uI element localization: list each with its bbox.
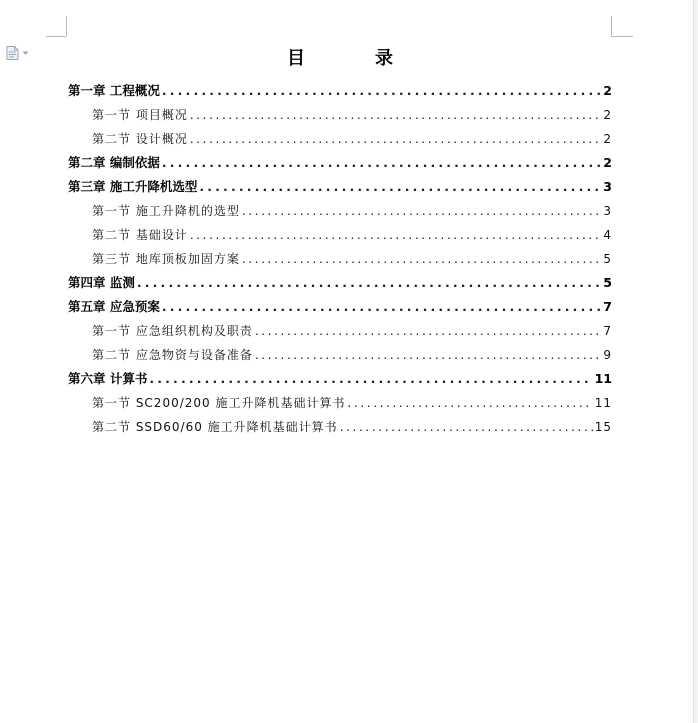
toc-chapter-entry[interactable] [68, 151, 612, 175]
toc-chapter-entry[interactable] [68, 367, 612, 391]
toc-dot-leader [137, 271, 600, 295]
toc-page-number: 11 [594, 371, 612, 386]
toc-entry-label: 第二节 设计概况 [92, 132, 188, 146]
crop-mark-top-right [611, 16, 612, 36]
toc-dot-leader [242, 247, 600, 271]
toc-dot-leader [149, 367, 592, 391]
page-edge-scrollbar [693, 0, 698, 723]
toc-page-number: 15 [594, 420, 612, 434]
toc-section-entry[interactable] [68, 103, 612, 127]
toc-entry-label: 第一节 项目概况 [92, 108, 188, 122]
toc-section-entry[interactable] [68, 391, 612, 415]
toc-dot-leader [190, 103, 600, 127]
toc-entry-label: 第三章 施工升降机选型 [68, 179, 198, 194]
toc-title: 目 录 [287, 48, 419, 69]
toc-page-number: 7 [603, 299, 612, 314]
toc-entry-label: 第二节 应急物资与设备准备 [92, 348, 253, 362]
toc-page-number: 3 [603, 179, 612, 194]
toc-entry-label: 第五章 应急预案 [68, 299, 160, 314]
crop-mark-top-right [611, 36, 633, 37]
toc-dot-leader [190, 127, 600, 151]
toc-section-entry[interactable] [68, 319, 612, 343]
toc-page-number: 3 [603, 204, 612, 218]
toc-entry-label: 第二章 编制依据 [68, 155, 160, 170]
toc-entry-label: 第二节 基础设计 [92, 228, 188, 242]
toc-entry-label: 第一节 应急组织机构及职责 [92, 324, 253, 338]
toc-page-number: 2 [603, 83, 612, 98]
toc-page-number: 2 [603, 108, 612, 122]
toc-page-number: 4 [603, 228, 612, 242]
toc-dot-leader [340, 415, 593, 439]
toc-dot-leader [190, 223, 600, 247]
toc-chapter-entry[interactable] [68, 271, 612, 295]
toc-page-number: 2 [603, 155, 612, 170]
toc-page-number: 9 [603, 348, 612, 362]
table-of-contents [68, 79, 612, 439]
toc-page-number: 5 [603, 252, 612, 266]
toc-page-number: 11 [594, 396, 612, 410]
toc-entry-label: 第三节 地库顶板加固方案 [92, 252, 240, 266]
toc-entry-label: 第一章 工程概况 [68, 83, 160, 98]
toc-page-number: 7 [603, 324, 612, 338]
toc-dot-leader [162, 295, 600, 319]
toc-dot-leader [255, 343, 600, 367]
toc-chapter-entry[interactable] [68, 295, 612, 319]
toc-chapter-entry[interactable] [68, 79, 612, 103]
toc-dot-leader [162, 151, 600, 175]
toc-section-entry[interactable] [68, 127, 612, 151]
crop-mark-top-left [46, 36, 66, 37]
toc-dot-leader [347, 391, 592, 415]
toc-entry-label: 第一节 施工升降机的选型 [92, 204, 240, 218]
crop-mark-top-left [66, 16, 67, 36]
toc-section-entry[interactable] [68, 223, 612, 247]
toc-section-entry[interactable] [68, 199, 612, 223]
toc-dot-leader [162, 79, 600, 103]
toc-section-entry[interactable] [68, 247, 612, 271]
toc-entry-label: 第六章 计算书 [68, 371, 148, 386]
toc-page-number: 2 [603, 132, 612, 146]
toc-entry-label: 第四章 监测 [68, 275, 135, 290]
toc-dot-leader [255, 319, 600, 343]
toc-page-number: 5 [603, 275, 612, 290]
toc-chapter-entry[interactable] [68, 175, 612, 199]
toc-entry-label: 第二节 SSD60/60 施工升降机基础计算书 [92, 420, 338, 434]
toc-section-entry[interactable] [68, 343, 612, 367]
toc-entry-label: 第一节 SC200/200 施工升降机基础计算书 [92, 396, 346, 410]
toc-dot-leader [242, 199, 600, 223]
toc-dot-leader [199, 175, 600, 199]
toc-section-entry[interactable] [68, 415, 612, 439]
